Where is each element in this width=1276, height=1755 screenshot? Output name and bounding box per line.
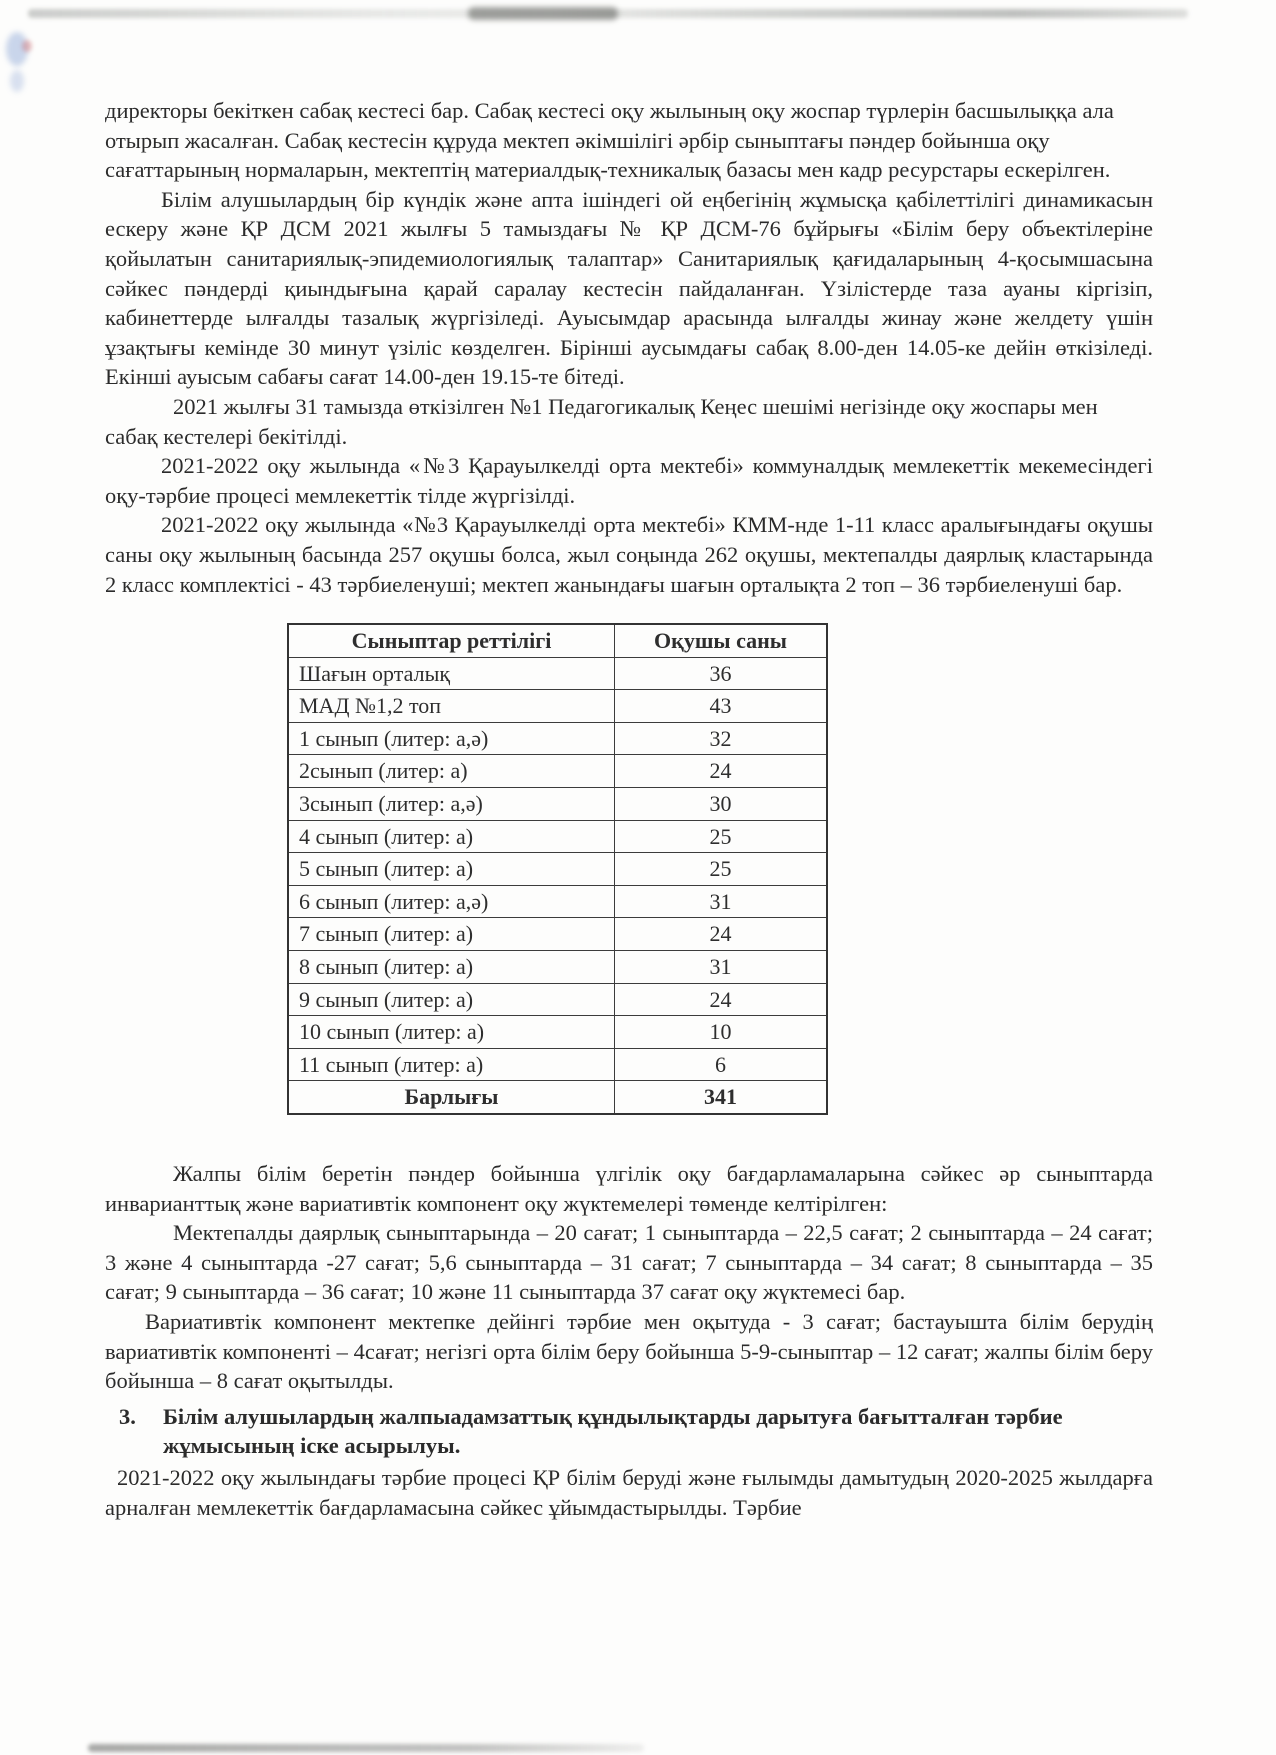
- class-label: 6 сынып (литер: а,ә): [288, 885, 615, 918]
- scan-smudge-bottom: [88, 1744, 644, 1752]
- class-count: 24: [615, 755, 828, 788]
- total-label: Барлығы: [288, 1081, 615, 1114]
- class-label: 10 сынып (литер: а): [288, 1016, 615, 1049]
- paragraph-student-counts: 2021-2022 оқу жылында «№3 Қарауылкелді орта мектебі» КММ-нде 1-11 класс аралығындағы оқушы саны оқу жылының басында 257 оқушы болса, жыл соңында 262 оқушы, мектепалды даярлық кластарында 2 класс комплектісі - 43 тәрбиеленуші; мектеп жанындағы шағын орталықта 2 топ – 36 тәрбиеленуші бар.: [105, 512, 1153, 597]
- class-count: 25: [615, 820, 828, 853]
- paragraph-variative-component: Вариативтік компонент мектепке дейінгі тәрбие мен оқытуда - 3 сағат; бастауышта білім берудің вариативтік компоненті – 4сағат; негізгі орта білім беру бойынша 5-9-сыныптар – 12 сағат; жалпы білім беру бойынша – 8 сағат оқытылды.: [105, 1308, 1153, 1394]
- class-label: 1 сынып (литер: а,ә): [288, 722, 615, 755]
- class-count: 43: [615, 690, 828, 723]
- class-count: 31: [615, 951, 828, 984]
- paragraph-sanitary-rules: Білім алушылардың бір күндік және апта ішіндегі ой еңбегінің жұмысқа қабілеттілігі динамикасын ескеру және ҚР ДСМ 2021 жылғы 5 тамыздағы № ҚР ДСМ-76 бұйрығы «Білім беру объектілеріне қойылатын санитариялық-эпидемиологиялық талаптар» Санитариялық қағидаларының 4-қосымшасына сәйкес пәндерді қиындығына қарай саралау кестесін пайдаланған. Үзілістерде таза ауаны кіргізіп, кабинеттерде ылғалды тазалық жүргізіледі. Ауысымдар арасында ылғалды жинау және желдету үшін ұзақтығы кемінде 30 минут үзіліс көзделген. Бірінші аусымдағы сабақ 8.00-ден 14.05-ке дейін өткізіледі. Екінші ауысым сабағы сағат 14.00-ден 19.15-те бітеді.: [105, 186, 1153, 390]
- section-3-heading: [119, 1402, 1153, 1461]
- class-label: Шағын орталық: [288, 657, 615, 690]
- header-student-count: Оқушы саны: [615, 624, 828, 657]
- total-count: 341: [615, 1081, 828, 1114]
- class-label: 2сынып (литер: а): [288, 755, 615, 788]
- table-row: [288, 657, 827, 690]
- paragraph-hours-by-class: Мектепалды даярлық сыныптарында – 20 сағат; 1 сыныптарда – 22,5 сағат; 2 сыныптарда – 24 сағат; 3 және 4 сыныптарда -27 сағат; 5,6 сыныптарда – 31 сағат; 7 сыныптарда – 34 сағат; 8 сыныптарда – 35 сағат; 9 сыныптарда – 36 сағат; 10 және 11 сыныптарда 37 сағат оқу жүктемесі бар.: [105, 1220, 1153, 1305]
- paragraph-pedagogical-council: 2021 жылғы 31 тамызда өткізілген №1 Педагогикалық Кеңес шешімі негізінде оқу жоспары мен сабақ кестелері бекітілді.: [105, 393, 1098, 449]
- students-by-class-table: [287, 623, 828, 1115]
- section-number: 3.: [119, 1403, 136, 1429]
- table-row: [288, 788, 827, 821]
- table-row: [288, 918, 827, 951]
- class-label: 3сынып (литер: а,ә): [288, 788, 615, 821]
- table-row: [288, 1016, 827, 1049]
- class-label: 9 сынып (литер: а): [288, 983, 615, 1016]
- class-count: 30: [615, 788, 828, 821]
- class-count: 24: [615, 918, 828, 951]
- table-row: [288, 820, 827, 853]
- pen-mark-blue: [6, 32, 28, 66]
- class-label: МАД №1,2 топ: [288, 690, 615, 723]
- header-class-order: Сыныптар реттілігі: [288, 624, 615, 657]
- table-total-row: [288, 1081, 827, 1114]
- class-count: 6: [615, 1048, 828, 1081]
- class-count: 31: [615, 885, 828, 918]
- class-count: 36: [615, 657, 828, 690]
- class-label: 7 сынып (литер: а): [288, 918, 615, 951]
- paragraph-curriculum-intro: Жалпы білім беретін пәндер бойынша үлгілік оқу бағдарламаларына сәйкес әр сыныптарда инварианттық және вариативтік компонент оқу жүктемелері төменде келтірілген:: [105, 1161, 1153, 1216]
- table-header-row: [288, 624, 827, 657]
- table-row: [288, 885, 827, 918]
- pen-mark-red: [22, 40, 32, 52]
- paragraph-schedule-intro: директоры бекіткен сабақ кестесі бар. Сабақ кестесі оқу жылының оқу жоспар түрлерін басшылыққа ала отырып жасалған. Сабақ кестесін құруда мектеп әкімшілігі әрбір сыныптағы пәндер бойынша оқу сағаттарының нормаларын, мектептің материалдық-техникалық базасы мен кадр ресурстары ескерілген.: [105, 98, 1114, 183]
- class-label: 5 сынып (литер: а): [288, 853, 615, 886]
- students-table-container: [287, 623, 1153, 1115]
- table-row: [288, 755, 827, 788]
- paragraph-education-process: 2021-2022 оқу жылындағы тәрбие процесі ҚР білім беруді және ғылымды дамытудың 2020-2025 жылдарға арналған мемлекеттік бағдарламасына сәйкес ұйымдастырылды. Тәрбие: [105, 1464, 1153, 1520]
- class-count: 32: [615, 722, 828, 755]
- document-body: [105, 96, 1153, 1522]
- table-row: [288, 690, 827, 723]
- table-row: [288, 951, 827, 984]
- table-row: [288, 1048, 827, 1081]
- table-row: [288, 853, 827, 886]
- class-count: 24: [615, 983, 828, 1016]
- class-label: 4 сынып (литер: а): [288, 820, 615, 853]
- scan-smudge-top: [28, 9, 1188, 18]
- class-label: 8 сынып (литер: а): [288, 951, 615, 984]
- table-row: [288, 722, 827, 755]
- class-count: 10: [615, 1016, 828, 1049]
- scan-smudge-top-dark: [468, 7, 618, 20]
- pen-mark-blue-small: [10, 70, 24, 92]
- table-row: [288, 983, 827, 1016]
- class-count: 25: [615, 853, 828, 886]
- class-label: 11 сынып (литер: а): [288, 1048, 615, 1081]
- section-title: Білім алушылардың жалпыадамзаттық құндылықтарды дарытуға бағытталған тәрбие жұмысының іске асырылуы.: [163, 1403, 1063, 1459]
- paragraph-state-language: 2021-2022 оқу жылында «№3 Қарауылкелді орта мектебі» коммуналдық мемлекеттік мекемесіндегі оқу-тәрбие процесі мемлекеттік тілде жүргізілді.: [105, 453, 1153, 508]
